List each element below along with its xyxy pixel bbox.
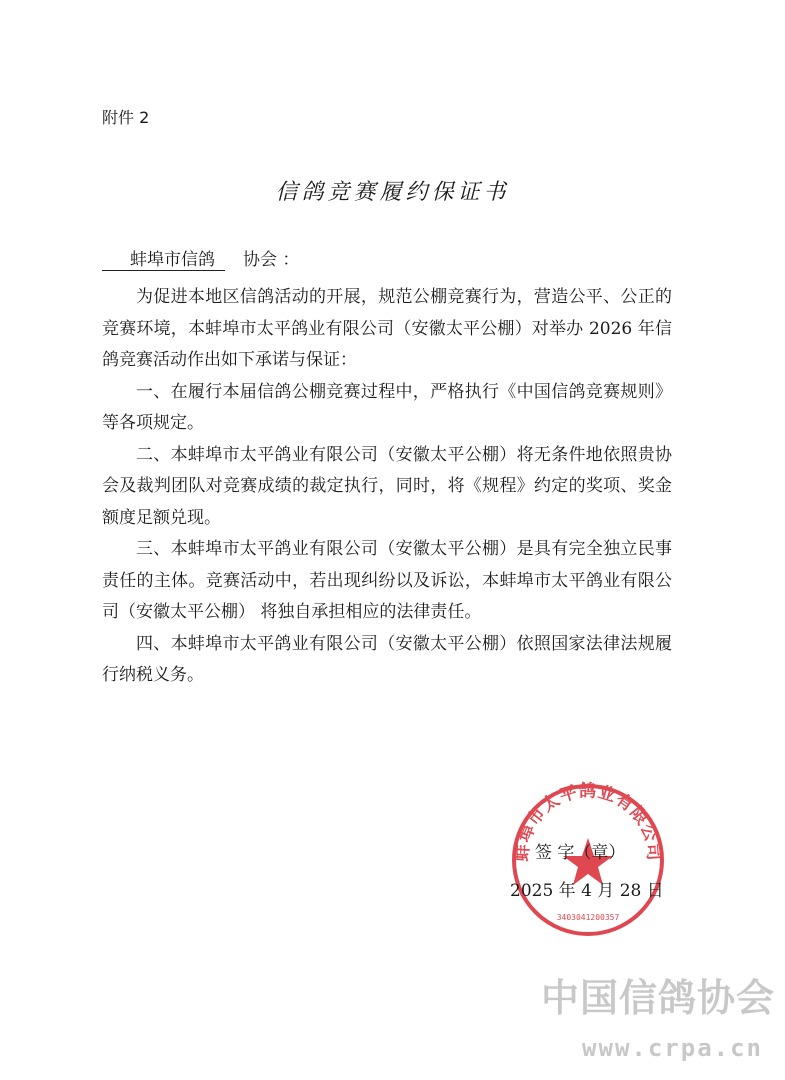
seal-number: 3403041200357 xyxy=(556,913,620,922)
attachment-label: 附件 2 xyxy=(102,108,150,127)
paragraph-item-2: 二、本蚌埠市太平鸽业有限公司（安徽太平公棚）将无条件地依照贵协会及裁判团队对竞赛成绩的裁定执行，同时，将《规程》约定的奖项、奖金额度足额兑现。 xyxy=(102,444,672,528)
addressee-line xyxy=(102,245,299,271)
paragraph-item-3: 三、本蚌埠市太平鸽业有限公司（安徽太平公棚）是具有完全独立民事责任的主体。竞赛活动中，若出现纠纷以及诉讼，本蚌埠市太平鸽业有限公司（安徽太平公棚） 将独自承担相应的法律责任。 xyxy=(102,539,672,622)
addressee-name: 蚌埠市信鸽 xyxy=(102,245,225,271)
addressee-suffix: 协会 ： xyxy=(243,250,300,270)
document-title: 信鸽竞赛履约保证书 xyxy=(275,180,510,205)
paragraph-intro: 为促进本地区信鸽活动的开展，规范公棚竞赛行为，营造公平、公正的竞赛环境，本蚌埠市太平鸽业有限公司（安徽太平公棚）对举办 2026 年信鸽竞赛活动作出如下承诺与保证： xyxy=(102,287,672,370)
watermark-url: www.crpa.cn xyxy=(582,1034,763,1062)
document-date: 2025 年 4 月 28 日 xyxy=(510,881,664,901)
paragraph-item-4: 四、本蚌埠市太平鸽业有限公司（安徽太平公棚）依照国家法律法规履行纳税义务。 xyxy=(102,633,672,685)
document-body xyxy=(102,282,672,692)
paragraph-item-1: 一、在履行本届信鸽公棚竞赛过程中，严格执行《中国信鸽竞赛规则》等各项规定。 xyxy=(102,381,672,433)
seal-arc-text: 蚌埠市太平鸽业有限公司 xyxy=(512,781,664,863)
watermark-name: 中国信鸽协会 xyxy=(540,976,775,1020)
signature-label: 签 字（章） xyxy=(535,843,626,863)
